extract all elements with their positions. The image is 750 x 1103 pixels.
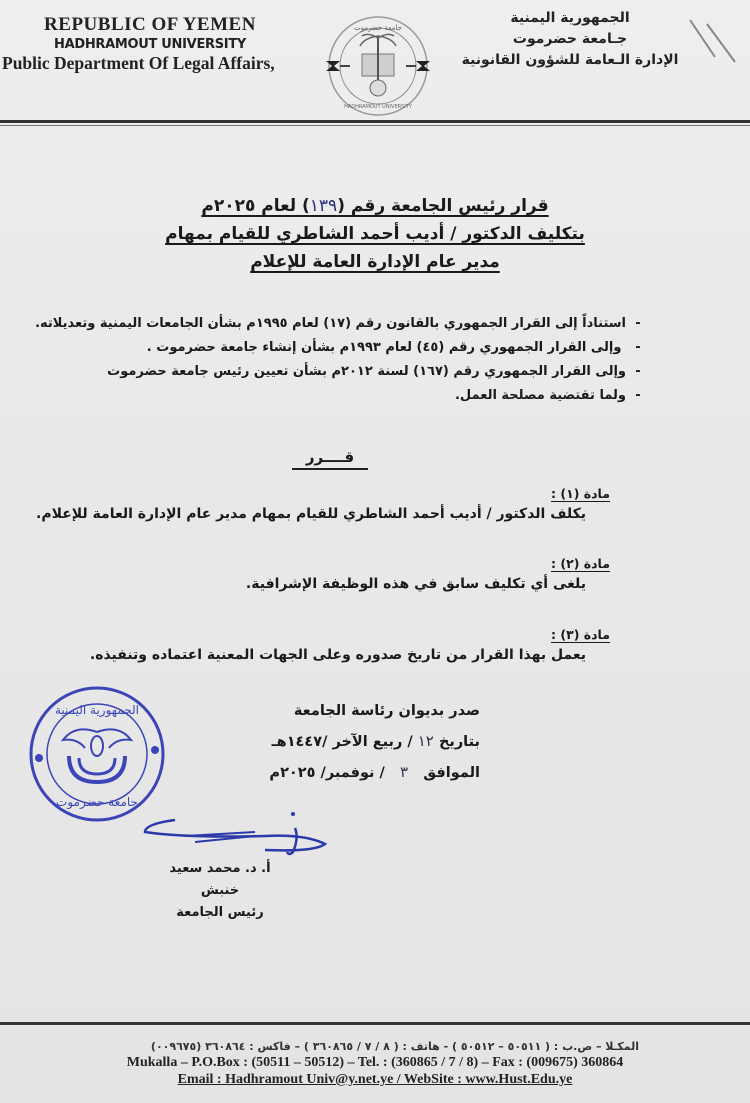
decision-title: [150, 192, 600, 276]
footer-address-en: Mukalla – P.O.Box : (50511 – 50512) – Tel. : (360865 / 7 / 8) – Fax : (009675) 360864: [126, 1055, 624, 1070]
signer-title: رئيس الجامعة: [176, 905, 264, 920]
footer-divider: [0, 1022, 750, 1025]
article-2: [50, 553, 610, 592]
official-stamp: [27, 684, 167, 824]
preamble-item: -استناداً إلى القرار الجمهوري بالقانون رقم (١٧) لعام ١٩٩٥م بشأن الجامعات اليمنية وتعديلاته.: [35, 316, 641, 331]
header-divider: [0, 120, 750, 123]
country-name-ar: الجمهورية اليمنية: [510, 10, 630, 26]
pen-mark-decoration: [685, 12, 740, 67]
article-label: مادة (١) :: [550, 486, 610, 501]
decision-heading: قــــرر: [290, 448, 370, 466]
country-name-en: REPUBLIC OF YEMEN: [44, 14, 256, 35]
department-name-ar: الإدارة الـعامة للشؤون القانونية: [461, 52, 679, 68]
english-letterhead: [0, 14, 300, 74]
university-name-ar: جـامعة حضرموت: [512, 31, 628, 47]
article-text: يعمل بهذا القرار من تاريخ صدوره وعلى الجهات المعنية اعتماده وتنفيذه.: [89, 647, 586, 663]
decision-number: ١٣٩: [309, 196, 338, 216]
header-divider-thin: [0, 125, 750, 126]
svg-text:جامعة حضرموت: جامعة حضرموت: [56, 795, 138, 809]
title-line-3: مدير عام الإدارة العامة للإعلام: [250, 252, 500, 272]
footer-address-ar: المكـلا – ص.ب : ( ٥٠٥١١ – ٥٠٥١٢ ) - هاتف : ( ٨ / ٧ / ٣٦٠٨٦٥ ) – فاكس : ٣٦٠٨٦٤ (٠٠٩٦٧٥): [150, 1040, 640, 1053]
preamble-list: [35, 312, 650, 408]
university-name-en: HADHRAMOUT UNIVERSITY: [53, 37, 247, 52]
issuance-block: [200, 696, 480, 788]
department-name-en: Public Department Of Legal Affairs,: [2, 53, 275, 73]
article-label: مادة (٣) :: [550, 627, 610, 642]
footer: [0, 1040, 750, 1088]
article-text: يكلف الدكتور / أديب أحمد الشاطري للقيام بمهام مدير عام الإدارة العامة للإعلام.: [36, 506, 586, 522]
university-seal-icon: [326, 14, 430, 118]
signer-name: أ. د. محمد سعيد خنبش: [169, 861, 271, 898]
arabic-letterhead: [460, 8, 680, 71]
hijri-date: بتاريخ ١٢ / ربيع الآخر /١٤٤٧هـ: [271, 732, 480, 750]
article-label: مادة (٢) :: [550, 556, 610, 571]
preamble-item: -ولما تقتضية مصلحة العمل.: [454, 388, 641, 403]
preamble-item: -وإلى القرار الجمهوري رقم (١٦٧) لسنة ٢٠١٢م بشأن تعيين رئيس جامعة حضرموت: [107, 364, 641, 379]
svg-text:جامعة حضرموت: جامعة حضرموت: [354, 24, 402, 32]
gregorian-date: الموافق ٣ / نوفمبر/ ٢٠٢٥م: [269, 763, 480, 781]
article-1: [36, 483, 610, 522]
footer-contact: Email : Hadhramout Univ@y.net.ye / WebSite : www.Hust.Edu.ye: [177, 1072, 573, 1087]
title-prefix: قرار رئيس الجامعة رقم (: [337, 196, 549, 216]
article-text: يلغى أي تكليف سابق في هذه الوظيفة الإشرافية.: [245, 576, 586, 592]
title-suffix: ) لعام ٢٠٢٥م: [201, 196, 310, 216]
article-3: [50, 624, 610, 663]
preamble-item: - وإلى القرار الجمهوري رقم (٤٥) لعام ١٩٩٣م بشأن إنشاء جامعة حضرموت .: [146, 340, 641, 355]
signer-block: [150, 858, 290, 924]
svg-text:HADHRAMOUT UNIVERSITY: HADHRAMOUT UNIVERSITY: [344, 104, 412, 110]
title-line-2: بتكليف الدكتور / أديب أحمد الشاطري للقيام بمهام: [165, 224, 585, 244]
issued-at: صدر بديوان رئاسة الجامعة: [293, 703, 480, 719]
svg-text:الجمهورية اليمنية: الجمهورية اليمنية: [54, 703, 140, 717]
